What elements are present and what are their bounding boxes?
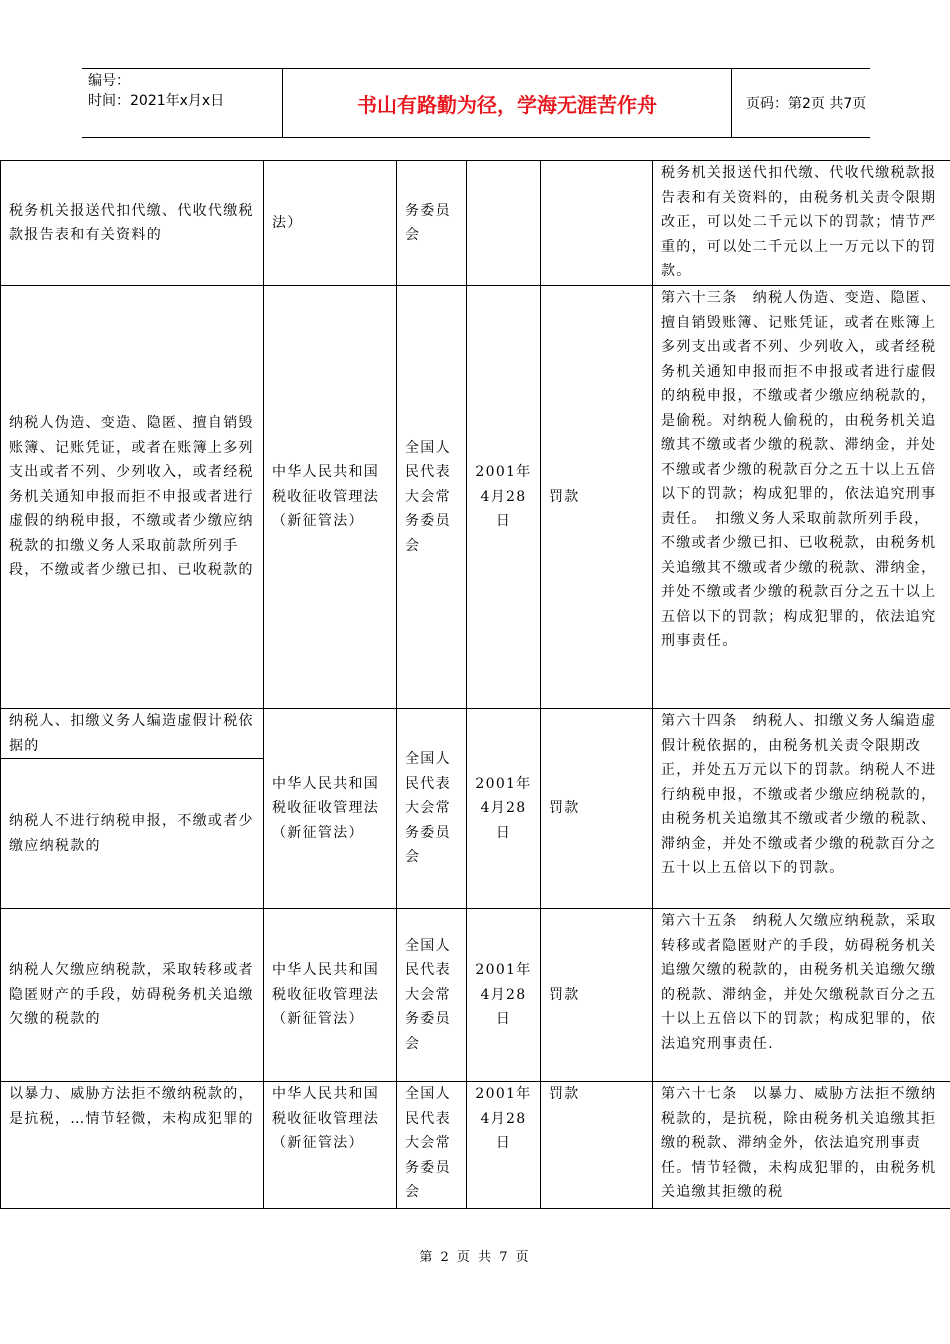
authority-cell: 全国人民代表大会常务委员会 <box>397 286 467 709</box>
situation-cell: 纳税人、扣缴义务人编造虚假计税依据的 <box>1 709 264 759</box>
law-cell: 法） <box>264 161 397 286</box>
law-cell: 中华人民共和国税收征收管理法（新征管法） <box>264 909 397 1082</box>
header-meta <box>82 69 282 137</box>
document-number-label: 编号： <box>88 73 130 89</box>
provision-cell: 第六十七条 以暴力、威胁方法拒不缴纳税款的，是抗税，除由税务机关追缴其拒缴的税款、滞纳金外，依法追究刑事责任。情节轻微，未构成犯罪的，由税务机关追缴其拒缴的税 <box>653 1082 950 1209</box>
authority-cell: 全国人民代表大会常务委员会 <box>397 709 467 909</box>
situation-cell: 税务机关报送代扣代缴、代收代缴税款报告表和有关资料的 <box>1 161 264 286</box>
penalty-cell: 罚款 <box>541 709 653 909</box>
law-cell: 中华人民共和国税收征收管理法（新征管法） <box>264 709 397 909</box>
penalty-cell: 罚款 <box>541 286 653 709</box>
provision-cell: 第六十五条 纳税人欠缴应纳税款，采取转移或者隐匿财产的手段，妨碍税务机关追缴欠缴的税款的，由税务机关追缴欠缴的税款、滞纳金，并处欠缴税款百分之五十以上五倍以下的罚款；构成犯罪的，依法追究刑事责任. <box>653 909 950 1082</box>
provision-cell: 税务机关报送代扣代缴、代收代缴税款报告表和有关资料的，由税务机关责令限期改正，可以处二千元以下的罚款；情节严重的，可以处二千元以上一万元以下的罚款。 <box>653 161 950 286</box>
document-time-label: 时间：2021年x月x日 <box>88 93 225 109</box>
penalty-cell: 罚款 <box>541 909 653 1082</box>
date-cell: 2001年4月28日 <box>467 909 541 1082</box>
header-page-label: 页码：第2页 共7页 <box>746 96 867 112</box>
date-cell: 2001年4月28日 <box>467 709 541 909</box>
law-cell: 中华人民共和国税收征收管理法（新征管法） <box>264 286 397 709</box>
table-row <box>1 709 950 759</box>
authority-cell: 全国人民代表大会常务委员会 <box>397 909 467 1082</box>
authority-cell: 务委员会 <box>397 161 467 286</box>
table-row <box>1 1082 950 1209</box>
table-row <box>1 909 950 1082</box>
table-row <box>1 286 950 709</box>
table-row <box>1 161 950 286</box>
page-header <box>82 68 870 138</box>
situation-cell: 纳税人欠缴应纳税款，采取转移或者隐匿财产的手段，妨碍税务机关追缴欠缴的税款的 <box>1 909 264 1082</box>
situation-cell: 以暴力、威胁方法拒不缴纳税款的，是抗税，…情节轻微，未构成犯罪的 <box>1 1082 264 1209</box>
penalty-cell: 罚款 <box>541 1082 653 1209</box>
header-motto-cell <box>282 69 732 137</box>
situation-cell: 纳税人伪造、变造、隐匿、擅自销毁账簿、记账凭证，或者在账簿上多列支出或者不列、少列收入，或者经税务机关通知申报而拒不申报或者进行虚假的纳税申报，不缴或者少缴应纳税款的扣缴义务人采取前款所列手段，不缴或者少缴已扣、已收税款的 <box>1 286 264 709</box>
law-cell: 中华人民共和国税收征收管理法（新征管法） <box>264 1082 397 1209</box>
situation-cell: 纳税人不进行纳税申报，不缴或者少缴应纳税款的 <box>1 759 264 909</box>
provision-cell: 第六十四条 纳税人、扣缴义务人编造虚假计税依据的，由税务机关责令限期改正，并处五万元以下的罚款。纳税人不进行纳税申报，不缴或者少缴应纳税款的，由税务机关追缴其不缴或者少缴的税款、滞纳金，并处不缴或者少缴的税款百分之五十以上五倍以下的罚款。 <box>653 709 950 909</box>
authority-cell: 全国人民代表大会常务委员会 <box>397 1082 467 1209</box>
date-cell: 2001年4月28日 <box>467 1082 541 1209</box>
penalty-table <box>0 160 950 1209</box>
page-footer: 第 2 页 共 7 页 <box>419 1250 531 1265</box>
provision-cell: 第六十三条 纳税人伪造、变造、隐匿、擅自销毁账簿、记账凭证，或者在账簿上多列支出或者不列、少列收入，或者经税务机关通知申报而拒不申报或者进行虚假的纳税申报，不缴或者少缴应纳税款的，是偷税。对纳税人偷税的，由税务机关追缴其不缴或者少缴的税款、滞纳金，并处不缴或者少缴的税款百分之五十以上五倍以下的罚款；构成犯罪的，依法追究刑事责任。 扣缴义务人采取前款所列手段，不缴或者少缴已扣、已收税款，由税务机关追缴其不缴或者少缴的税款、滞纳金，并处不缴或者少缴的税款百分之五十以上五倍以下的罚款；构成犯罪的，依法追究刑事责任。 <box>653 286 950 709</box>
penalty-cell <box>541 161 653 286</box>
date-cell: 2001年4月28日 <box>467 286 541 709</box>
date-cell <box>467 161 541 286</box>
header-motto: 书山有路勤为径，学海无涯苦作舟 <box>357 92 657 117</box>
